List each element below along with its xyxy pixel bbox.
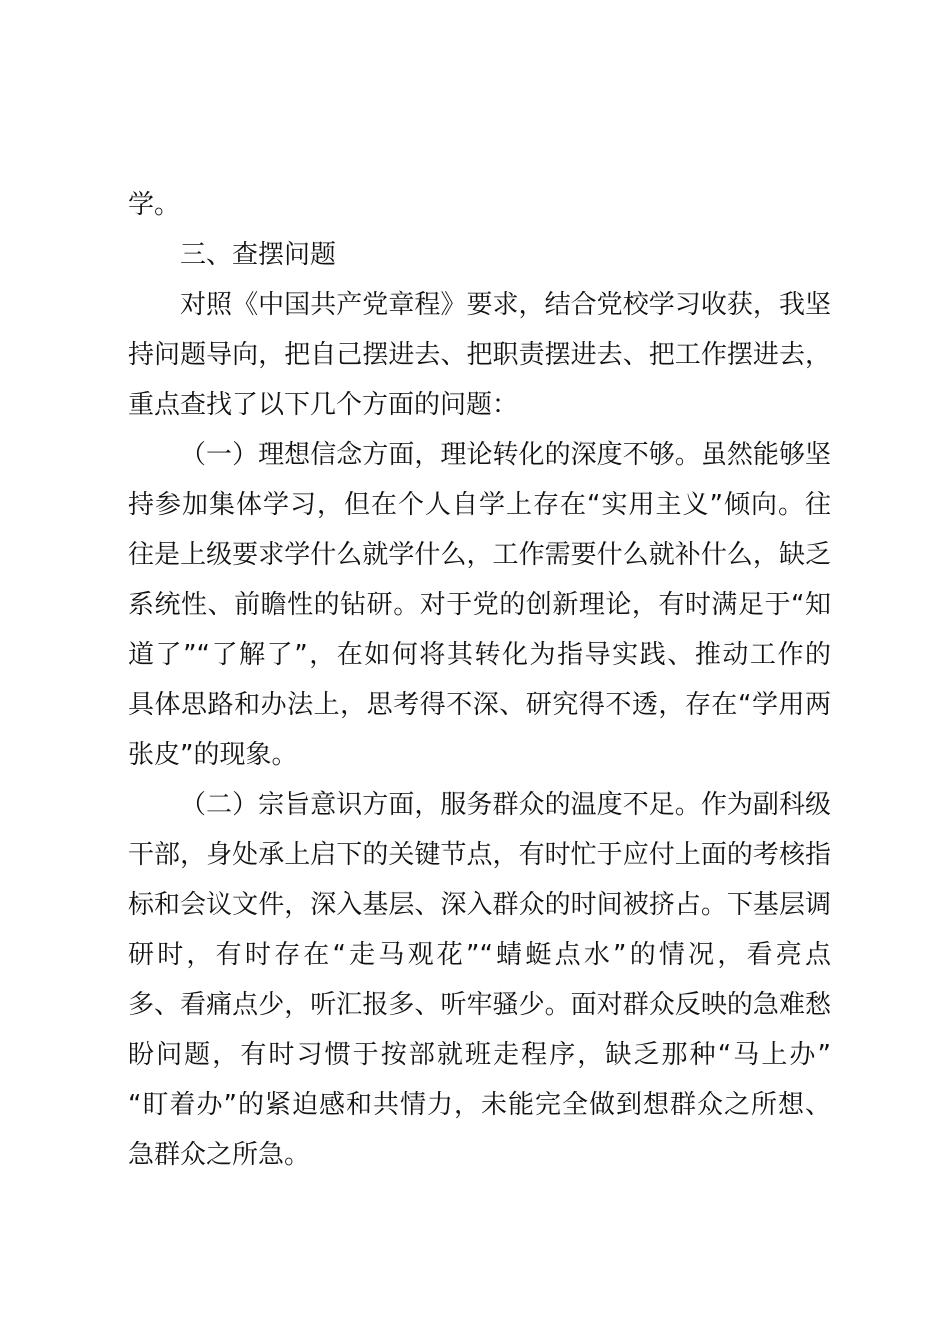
text-line: 盼问题，有时习惯于按部就班走程序，缺乏那种“马上办”: [128, 1040, 831, 1070]
text-line: 持参加集体学习，但在个人自学上存在“实用主义”倾向。往: [128, 490, 831, 520]
text-line: 干部，身处承上启下的关键节点，有时忙于应付上面的考核指: [128, 840, 831, 870]
text-line: 学。: [128, 190, 181, 220]
paragraph: [128, 187, 831, 237]
section-heading: [128, 237, 831, 287]
text-line: 张皮”的现象。: [128, 740, 298, 770]
text-line: 具体思路和办法上，思考得不深、研究得不透，存在“学用两: [128, 690, 831, 720]
text-line: 三、查摆问题: [180, 240, 337, 270]
text-line: 急群众之所急。: [128, 1140, 311, 1170]
text-line: 对照《中国共产党章程》要求，结合党校学习收获，我坚: [180, 290, 831, 320]
document-page: [128, 187, 831, 1187]
paragraph: [128, 787, 831, 1187]
text-line: （二）宗旨意识方面，服务群众的温度不足。作为副科级: [180, 790, 831, 820]
text-line: 系统性、前瞻性的钻研。对于党的创新理论，有时满足于“知: [128, 590, 831, 620]
text-line: 多、看痛点少，听汇报多、听牢骚少。面对群众反映的急难愁: [128, 990, 831, 1020]
text-line: 研时，有时存在“走马观花”“蜻蜓点水”的情况，看亮点: [128, 940, 831, 970]
text-line: 重点查找了以下几个方面的问题：: [128, 390, 519, 420]
text-line: 持问题导向，把自己摆进去、把职责摆进去、把工作摆进去，: [128, 340, 831, 370]
text-line: 标和会议文件，深入基层、深入群众的时间被挤占。下基层调: [128, 890, 831, 920]
text-line: 道了”“了解了”，在如何将其转化为指导实践、推动工作的: [128, 640, 831, 670]
paragraph: [128, 437, 831, 787]
text-line: 往是上级要求学什么就学什么，工作需要什么就补什么，缺乏: [128, 540, 831, 570]
text-line: （一）理想信念方面，理论转化的深度不够。虽然能够坚: [180, 440, 831, 470]
paragraph: [128, 287, 831, 437]
text-line: “盯着办”的紧迫感和共情力，未能完全做到想群众之所想、: [128, 1090, 831, 1120]
